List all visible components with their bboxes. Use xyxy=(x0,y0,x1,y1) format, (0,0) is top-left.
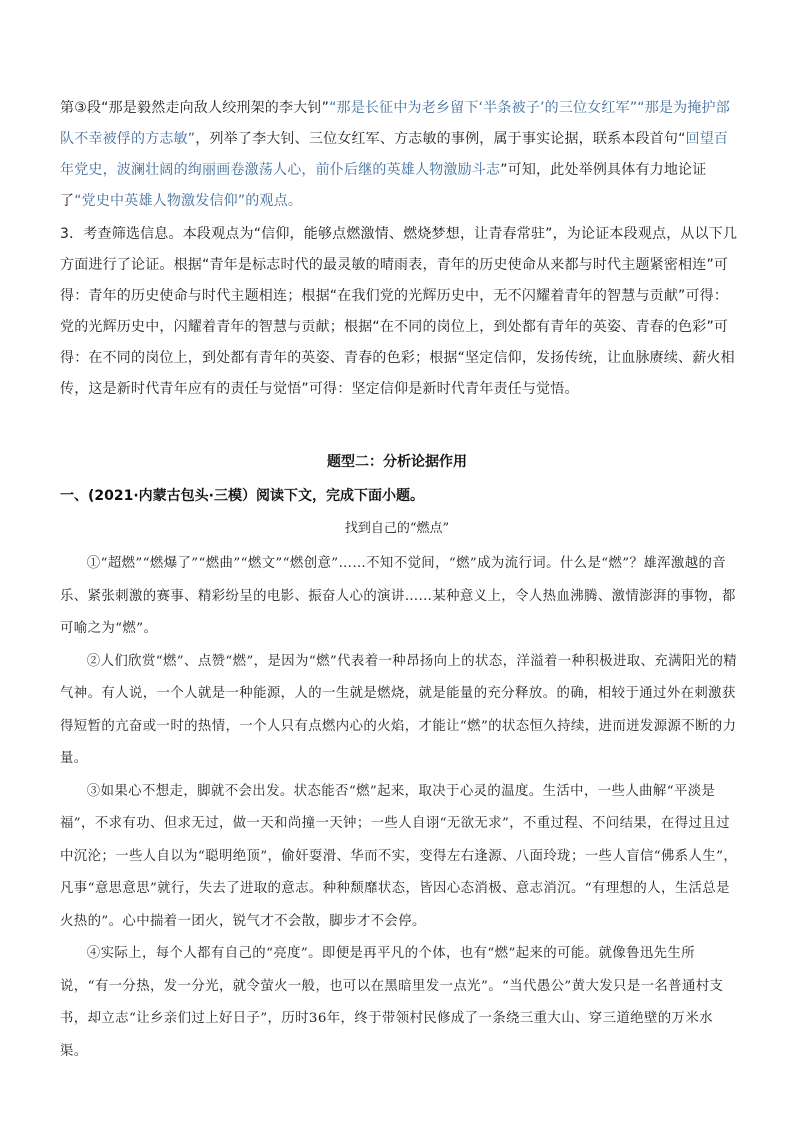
answer-text: 第③段“那是毅然走向敌人绞刑架的李大钊” xyxy=(60,100,330,116)
quoted-evidence: “那是长征中为老乡留下‘半条被子’的三位女红军”“那是为掩护部队不幸被俘的方志敏” xyxy=(60,100,730,147)
answer-text: ，列举了李大钊、三位女红军、方志敏的事例，属于事实论据，联系本段首句“ xyxy=(195,131,686,147)
passage-paragraph: ③如果心不想走，脚就不会出发。状态能否“燃”起来，取决于心灵的温度。生活中，一些人曲解“平淡是福”，不求有功、但求无过，做一天和尚撞一天钟；一些人自诩“无欲无求”，不重过程、不问结果，在得过且过中沉沦；一些人自以为“聪明绝顶”，偷奸耍滑、华而不实，变得左右逢源、八面玲珑；一些人盲信“佛系人生”，凡事“意思意思”就行，失去了进取的意志。种种颓靡状态，皆因心态消极、意志消沉。“有理想的人，生活总是火热的”。心中揣着一团火，锐气才不会散，脚步才不会停。 xyxy=(60,783,738,929)
answer-text: ”可知，此处举例具体有力地论证了 xyxy=(60,162,707,209)
passage-paragraph: ④实际上，每个人都有自己的“亮度”。即便是再平凡的个体，也有“燃”起来的可能。就像鲁迅先生所说，“有一分热，发一分光，就令萤火一般，也可以在黑暗里发一点光”。“当代愚公”黄大发只是一名普通村支书，却立志“让乡亲们过上好日子”，历时36年，终于带领村民修成了一条绕三重大山、穿三道绝壁的万米水渠。 xyxy=(60,946,724,1059)
quoted-evidence: 回望百年党史，波澜壮阔的绚丽画卷激荡人心，前仆后继的英雄人物激励斗志 xyxy=(60,131,729,178)
answer-text: 3．考查筛选信息。本段观点为“信仰，能够点燃激情、燃烧梦想，让青春常驻”，为论证本段观点，从以下几方面进行了论证。根据“青年是标志时代的最灵敏的晴雨表，青年的历史使命从来都与时代主题紧密相连”可得：青年的历史使命与时代主题相连；根据“在我们党的光辉历史中，无不闪耀着青年的智慧与贡献”可得：党的光辉历史中，闪耀着青年的智慧与贡献；根据“在不同的岗位上，到处都有青年的英姿、青春的色彩”可得：在不同的岗位上，到处都有青年的英姿、青春的色彩；根据“坚定信仰，发扬传统，让血脉赓续、薪火相传，这是新时代青年应有的责任与觉悟”可得：坚定信仰是新时代青年责任与觉悟。 xyxy=(60,226,738,397)
passage-body xyxy=(60,548,740,1068)
quoted-evidence: “党史中英雄人物激发信仰”的观点。 xyxy=(74,193,303,209)
passage-title: 找到自己的“燃点” xyxy=(344,521,450,536)
passage-paragraph: ①“超燃”“燃爆了”“燃曲”“燃文”“燃创意”……不知不觉间，“燃”成为流行词。什么是“燃”？雄浑激越的音乐、紧张刺激的赛事、精彩纷呈的电影、振奋人心的演讲……某种意义上，令人热血沸腾、激情澎湃的事物，都可喻之为“燃”。 xyxy=(60,556,736,636)
answer-paragraph-2 xyxy=(60,93,740,217)
answer-paragraph-3 xyxy=(60,219,740,405)
section-title: 题型二：分析论据作用 xyxy=(327,454,467,470)
passage-paragraph: ②人们欣赏“燃”、点赞“燃”，是因为“燃”代表着一种昂扬向上的状态，洋溢着一种积极进取、充满阳光的精气神。有人说，一个人就是一种能源，人的一生就是燃烧，就是能量的充分释放。的确，相较于通过外在刺激获得短暂的亢奋或一时的热情，一个人只有点燃内心的火焰，才能让“燃”的状态恒久持续，进而迸发源源不断的力量。 xyxy=(60,653,738,766)
question-header: 一、(2021·内蒙古包头·三模）阅读下文，完成下面小题。 xyxy=(60,488,424,504)
